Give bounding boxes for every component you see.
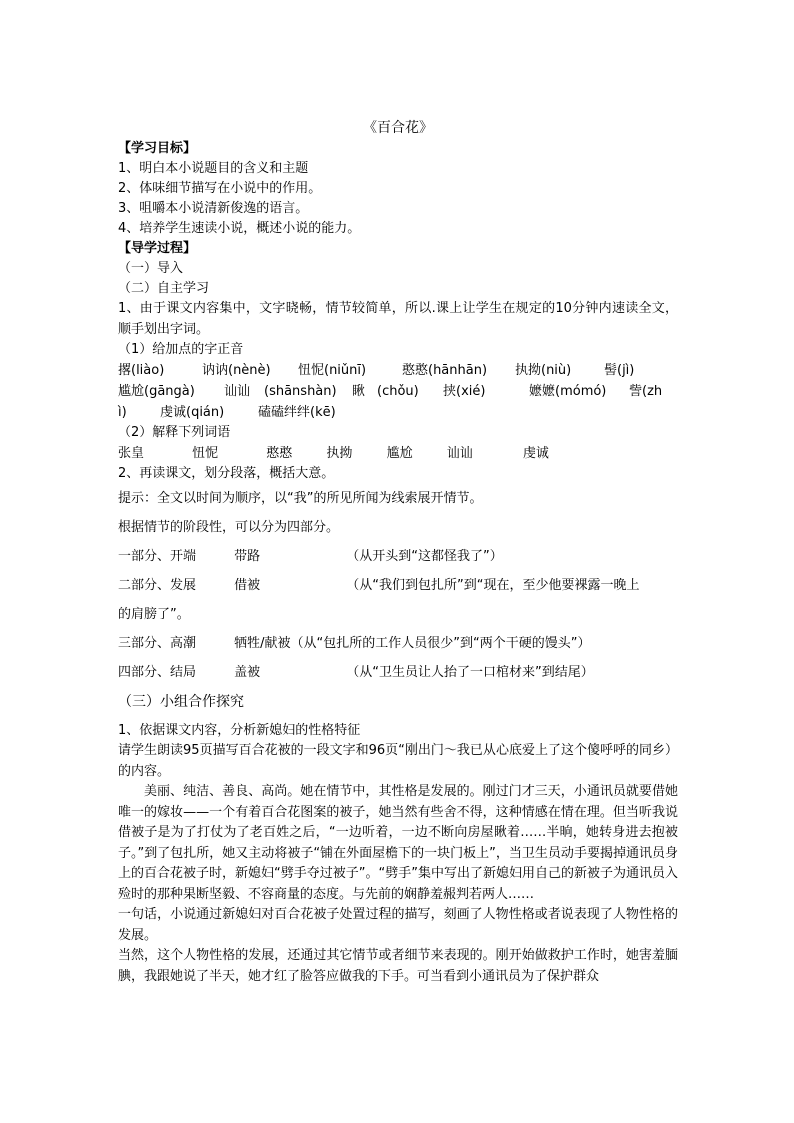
paragraph-speed-read: 1、由于课文内容集中，文字晓畅，情节较简单，所以.课上让学生在规定的10分钟内速读全文，顺手划出字词。 — [118, 301, 678, 337]
part-range: 牺牲/献被（从“包扎所的工作人员很少”到“两个干硬的馒头”） — [234, 636, 591, 651]
part-row — [118, 571, 678, 600]
pinyin-item: 訾(zh — [629, 384, 663, 399]
pinyin-item: (chǒu) — [377, 384, 419, 399]
paragraph-development: 当然，这个人物性格的发展，还通过其它情节或者细节来表现的。刚开始做救护工作时，她害羞腼腆，我跟她说了半天，她才红了脸答应做我的下手。可当看到小通讯员为了保护群众 — [118, 948, 678, 984]
paragraph-analysis-task: 1、依据课文内容，分析新媳妇的性格特征 — [118, 723, 361, 738]
part-row — [118, 542, 678, 571]
word-list — [118, 443, 678, 464]
pinyin-item: 磕磕绊绊(kē) — [258, 405, 336, 420]
part-row — [118, 658, 678, 687]
pinyin-item: 虔诚(qián) — [160, 405, 225, 420]
part-row — [118, 629, 678, 658]
part-keyword: 借被 — [234, 578, 261, 593]
pinyin-item: 执拗(niù) — [515, 363, 572, 378]
pinyin-item: 撂(liào) — [118, 363, 165, 378]
word-item: 执拗 — [326, 446, 353, 461]
part-range: （从“我们到包扎所”到“现在，至少他要裸露一晚上 — [346, 578, 640, 593]
word-item: 忸怩 — [192, 446, 219, 461]
part-range-cont: 的肩膀了”。 — [118, 607, 190, 622]
hint-text: 提示：全文以时间为顺序，以“我”的所见所闻为线索展开情节。 — [118, 491, 483, 506]
question-pronunciation: （1）给加点的字正音 — [118, 342, 244, 357]
pinyin-item: 挟(xié) — [443, 384, 486, 399]
pinyin-row — [118, 360, 678, 381]
paragraph-reading-task: 请学生朗读95页描写百合花被的一段文字和96页“刚出门～我已从心底爱上了这个傻呼呼的同乡）的内容。 — [118, 743, 678, 779]
part-keyword: 盖被 — [234, 665, 261, 680]
question-explain: （2）解释下列词语 — [118, 425, 231, 440]
part-label: 二部分、发展 — [118, 578, 197, 593]
goal-item: 2、体味细节描写在小说中的作用。 — [118, 181, 322, 196]
pinyin-item: 讪讪 — [224, 384, 251, 399]
stages-text: 根据情节的阶段性，可以分为四部分。 — [118, 520, 340, 535]
paragraph-character-analysis: 美丽、纯洁、善良、高尚。她在情节中，其性格是发展的。刚过门才三天，小通讯员就要借她唯一的嫁妆——一个有着百合花图案的被子，她当然有些舍不得，这种情感在情在理。但当听我说借被子是为了打仗为了老百姓之后，“一边听着，一边不断向房屋瞅着……半晌，她转身进去抱被子。”到了包扎所，她又主动将被子“铺在外面屋檐下的一块门板上”，当卫生员动手要揭掉通讯员身上的百合花被子时，新媳妇“劈手夺过被子”。“劈手”集中写出了新媳妇用自己的新被子为通讯员入殓时的那种果断坚毅、不容商量的态度。与先前的娴静羞赧判若两人…… — [118, 784, 678, 902]
paragraph-summary: 一句话，小说通过新媳妇对百合花被子处置过程的描写，刻画了人物性格或者说表现了人物性格的发展。 — [118, 907, 678, 943]
word-item: 虔诚 — [522, 446, 549, 461]
pinyin-item: 嬷嬷(mómó) — [529, 384, 607, 399]
goal-item: 3、咀嚼本小说清新俊逸的语言。 — [118, 201, 309, 216]
pinyin-item: 髻(jì) — [604, 363, 635, 378]
part-range: （从开头到“这都怪我了”） — [346, 549, 503, 564]
goal-item: 1、明白本小说题目的含义和主题 — [118, 161, 309, 176]
part-range: （从“卫生员让人抬了一口棺材来”到结尾） — [346, 665, 594, 680]
section-group-study: （三）小组合作探究 — [118, 694, 244, 710]
pinyin-row — [118, 402, 678, 423]
document-page — [118, 117, 678, 987]
pinyin-item: 尴尬(gāngà) — [118, 384, 195, 399]
section-self-study: （二）自主学习 — [118, 281, 210, 296]
word-item: 憨憨 — [266, 446, 293, 461]
pinyin-item: ì) — [118, 405, 127, 420]
section-intro: （一）导入 — [118, 261, 184, 276]
doc-title: 《百合花》 — [363, 120, 433, 136]
part-keyword: 带路 — [234, 549, 261, 564]
pinyin-item: 忸怩(niǔnī) — [298, 363, 367, 378]
part-label: 四部分、结局 — [118, 665, 197, 680]
pinyin-row — [118, 381, 678, 402]
goal-item: 4、培养学生速读小说，概述小说的能力。 — [118, 221, 361, 236]
word-item: 讪讪 — [446, 446, 473, 461]
paragraph-reread: 2、再读课文，划分段落，概括大意。 — [118, 466, 335, 481]
process-heading: 【导学过程】 — [118, 241, 197, 256]
word-item: 尴尬 — [386, 446, 413, 461]
goals-heading: 【学习目标】 — [118, 141, 197, 156]
part-label: 三部分、高潮 — [118, 636, 197, 651]
pinyin-item: 瞅 — [352, 384, 366, 399]
part-label: 一部分、开端 — [118, 549, 197, 564]
word-item: 张皇 — [118, 446, 145, 461]
pinyin-item: 讷讷(nènè) — [202, 363, 271, 378]
pinyin-item: 憨憨(hānhān) — [402, 363, 488, 378]
pinyin-item: (shānshàn) — [264, 384, 337, 399]
